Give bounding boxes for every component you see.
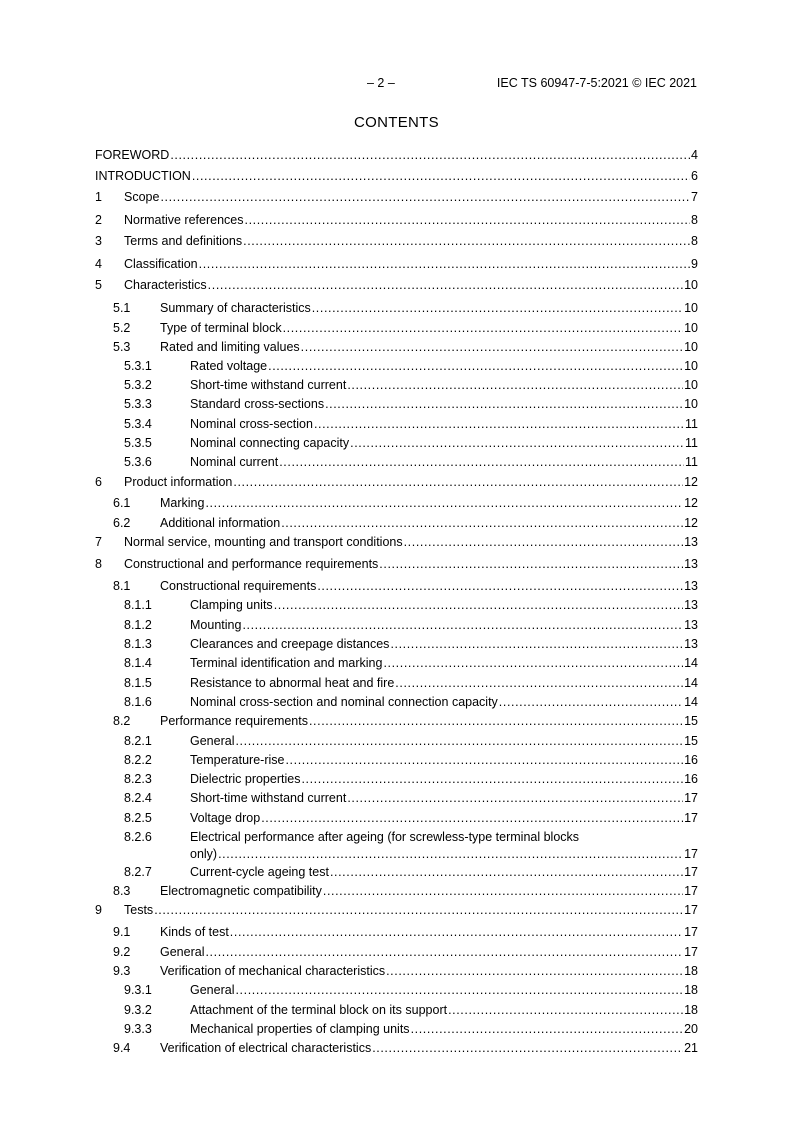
toc-entry-title[interactable]: Marking: [160, 496, 205, 510]
toc-entry-title[interactable]: Summary of characteristics: [160, 301, 311, 315]
toc-leader-dots: [170, 147, 690, 163]
toc-entry-number: 5.1: [113, 301, 131, 315]
toc-entry[interactable]: [95, 810, 698, 826]
toc-entry-title[interactable]: General: [190, 734, 235, 748]
toc-entry-title[interactable]: Scope: [124, 190, 160, 204]
toc-entry-title[interactable]: Resistance to abnormal heat and fire: [190, 676, 395, 690]
document-reference: IEC TS 60947-7-5:2021 © IEC 2021: [496, 76, 697, 90]
toc-leader-dots: [404, 534, 683, 550]
toc-entry-title[interactable]: Short-time withstand current: [190, 791, 347, 805]
toc-entry-title[interactable]: Nominal cross-section: [190, 417, 313, 431]
toc-entry-page: 20: [684, 1022, 698, 1036]
toc-entry-page: 18: [684, 983, 698, 997]
toc-entry-number: 3: [95, 234, 102, 248]
toc-entry[interactable]: [95, 675, 698, 691]
toc-entry[interactable]: [95, 694, 698, 710]
toc-entry[interactable]: [95, 864, 698, 880]
toc-leader-dots: [192, 168, 690, 184]
toc-leader-dots: [309, 713, 683, 729]
toc-entry[interactable]: [95, 883, 698, 899]
toc-leader-dots: [448, 1002, 683, 1018]
toc-entry[interactable]: [95, 924, 698, 940]
toc-leader-dots: [372, 1040, 683, 1056]
toc-entry[interactable]: [95, 396, 698, 412]
toc-entry-page: 17: [684, 925, 698, 939]
toc-entry-title[interactable]: Mechanical properties of clamping units: [190, 1022, 410, 1036]
toc-entry[interactable]: [95, 515, 698, 531]
toc-entry[interactable]: [95, 597, 698, 613]
toc-entry-title[interactable]: Verification of mechanical characteristics: [160, 964, 386, 978]
toc-entry-number: 8.2.4: [124, 791, 152, 805]
toc-entry[interactable]: [95, 1040, 698, 1056]
toc-entry[interactable]: [95, 655, 698, 671]
toc-entry-number: 6: [95, 475, 102, 489]
toc-entry[interactable]: [95, 256, 698, 272]
toc-entry[interactable]: [95, 617, 698, 633]
toc-entry-number: 8: [95, 557, 102, 571]
toc-entry-title[interactable]: Performance requirements: [160, 714, 308, 728]
toc-leader-dots: [347, 377, 683, 393]
toc-leader-dots: [383, 655, 683, 671]
toc-entry[interactable]: [95, 752, 698, 768]
toc-entry-number: 1: [95, 190, 102, 204]
toc-entry-number: 9.4: [113, 1041, 131, 1055]
toc-entry-number: 8.2.1: [124, 734, 152, 748]
toc-leader-dots: [314, 416, 684, 432]
toc-leader-dots: [218, 846, 683, 862]
toc-entry-page: 7: [691, 190, 698, 204]
toc-leader-dots: [281, 515, 683, 531]
toc-entry-title[interactable]: Temperature-rise: [190, 753, 285, 767]
toc-entry-page: 8: [691, 213, 698, 227]
toc-entry-title[interactable]: Clearances and creepage distances: [190, 637, 390, 651]
toc-entry-page: 14: [684, 695, 698, 709]
toc-entry-page: 12: [684, 496, 698, 510]
toc-entry-page: 13: [684, 557, 698, 571]
toc-leader-dots: [301, 339, 683, 355]
toc-entry-number: 8.2.3: [124, 772, 152, 786]
toc-entry-title[interactable]: INTRODUCTION: [95, 169, 191, 183]
toc-entry-title[interactable]: Clamping units: [190, 598, 273, 612]
toc-entry-title[interactable]: Constructional requirements: [160, 579, 317, 593]
toc-entry-number: 5.2: [113, 321, 131, 335]
toc-entry[interactable]: [95, 829, 698, 845]
toc-entry-page: 21: [684, 1041, 698, 1055]
toc-entry-number: 4: [95, 257, 102, 271]
toc-entry-number: 5: [95, 278, 102, 292]
toc-entry[interactable]: [95, 1002, 698, 1018]
toc-entry-page: 17: [684, 903, 698, 917]
toc-leader-dots: [379, 556, 683, 572]
toc-entry[interactable]: [95, 300, 698, 316]
toc-entry-title[interactable]: General: [160, 945, 205, 959]
toc-entry-title[interactable]: Nominal cross-section and nominal connection capacity: [190, 695, 498, 709]
toc-leader-dots: [323, 883, 683, 899]
toc-entry-continuation[interactable]: [190, 846, 698, 862]
toc-entry-page: 6: [691, 169, 698, 183]
toc-entry-page: 13: [684, 598, 698, 612]
toc-leader-dots: [205, 495, 683, 511]
toc-leader-dots: [350, 435, 684, 451]
toc-leader-dots: [233, 474, 683, 490]
toc-entry-number: 8.2.2: [124, 753, 152, 767]
toc-entry[interactable]: [95, 733, 698, 749]
toc-entry-title[interactable]: Type of terminal block: [160, 321, 282, 335]
toc-leader-dots: [268, 358, 683, 374]
toc-entry-number: 8.2: [113, 714, 131, 728]
toc-entry-number: 8.1.4: [124, 656, 152, 670]
toc-entry-title[interactable]: Current-cycle ageing test: [190, 865, 329, 879]
toc-entry-number: 5.3.2: [124, 378, 152, 392]
toc-entry[interactable]: [95, 435, 698, 451]
toc-entry-title[interactable]: Electrical performance after ageing (for screwless-type terminal blocks: [190, 830, 580, 844]
toc-entry-page: 13: [684, 618, 698, 632]
toc-entry-page: 10: [684, 321, 698, 335]
toc-entry-title[interactable]: Normal service, mounting and transport conditions: [124, 535, 403, 549]
toc-leader-dots: [242, 617, 683, 633]
toc-leader-dots: [208, 277, 683, 293]
toc-entry[interactable]: [95, 339, 698, 355]
toc-entry-page: 11: [685, 436, 698, 450]
toc-entry[interactable]: [95, 963, 698, 979]
toc-entry[interactable]: [95, 944, 698, 960]
toc-entry-page: 17: [684, 811, 698, 825]
toc-entry-number: 5.3.3: [124, 397, 152, 411]
toc-entry-title[interactable]: Nominal connecting capacity: [190, 436, 350, 450]
toc-leader-dots: [395, 675, 683, 691]
toc-entry[interactable]: [95, 790, 698, 806]
toc-entry-number: 9: [95, 903, 102, 917]
toc-entry[interactable]: [95, 534, 698, 550]
toc-entry-page: 10: [684, 378, 698, 392]
toc-entry-title[interactable]: Constructional and performance requirements: [124, 557, 379, 571]
toc-entry-page: 8: [691, 234, 698, 248]
toc-leader-dots: [235, 733, 683, 749]
toc-entry-title[interactable]: Terminal identification and marking: [190, 656, 383, 670]
toc-leader-dots: [386, 963, 683, 979]
toc-leader-dots: [411, 1021, 684, 1037]
toc-leader-dots: [499, 694, 683, 710]
toc-entry-number: 5.3.5: [124, 436, 152, 450]
toc-entry-title[interactable]: Additional information: [160, 516, 281, 530]
toc-leader-dots: [347, 790, 683, 806]
toc-entry-number: 8.2.6: [124, 830, 152, 844]
toc-entry-title[interactable]: General: [190, 983, 235, 997]
toc-leader-dots: [261, 810, 683, 826]
toc-entry-page: 18: [684, 1003, 698, 1017]
toc-leader-dots: [235, 982, 683, 998]
toc-entry-title[interactable]: Normative references: [124, 213, 244, 227]
toc-entry-number: 8.1.2: [124, 618, 152, 632]
toc-entry[interactable]: [95, 713, 698, 729]
toc-entry-page: 4: [691, 148, 698, 162]
toc-entry-page: 12: [684, 475, 698, 489]
toc-entry[interactable]: [95, 320, 698, 336]
toc-entry-page: 18: [684, 964, 698, 978]
toc-entry-title[interactable]: Rated and limiting values: [160, 340, 300, 354]
toc-entry[interactable]: [95, 982, 698, 998]
toc-entry[interactable]: [95, 454, 698, 470]
toc-entry-page: 10: [684, 359, 698, 373]
toc-entry-page: 17: [684, 884, 698, 898]
toc-entry-page: 10: [684, 301, 698, 315]
toc-entry-title[interactable]: Short-time withstand current: [190, 378, 347, 392]
toc-entry-number: 6.2: [113, 516, 131, 530]
toc-entry-page: 10: [684, 340, 698, 354]
toc-entry-title[interactable]: FOREWORD: [95, 148, 170, 162]
toc-entry-page: 17: [684, 847, 698, 861]
toc-entry-number: 9.3.2: [124, 1003, 152, 1017]
page-title: CONTENTS: [354, 114, 439, 131]
toc-entry-number: 8.3: [113, 884, 131, 898]
toc-entry-number: 8.2.7: [124, 865, 152, 879]
toc-entry-page: 11: [685, 417, 698, 431]
toc-entry-title[interactable]: Attachment of the terminal block on its support: [190, 1003, 448, 1017]
toc-entry-page: 10: [684, 397, 698, 411]
toc-entry-number: 8.1.1: [124, 598, 152, 612]
toc-entry-title[interactable]: Verification of electrical characteristics: [160, 1041, 372, 1055]
toc-entry-title[interactable]: Classification: [124, 257, 198, 271]
toc-entry-page: 14: [684, 676, 698, 690]
toc-leader-dots: [301, 771, 683, 787]
toc-entry-title[interactable]: Tests: [124, 903, 154, 917]
toc-leader-dots: [279, 454, 684, 470]
toc-entry-number: 6.1: [113, 496, 131, 510]
toc-entry-title[interactable]: Standard cross-sections: [190, 397, 325, 411]
toc-leader-dots: [325, 396, 683, 412]
toc-leader-dots: [245, 212, 691, 228]
toc-entry-page: 17: [684, 791, 698, 805]
toc-leader-dots: [312, 300, 683, 316]
toc-entry-title[interactable]: Dielectric properties: [190, 772, 301, 786]
toc-leader-dots: [243, 233, 690, 249]
toc-entry-number: 9.3.3: [124, 1022, 152, 1036]
toc-leader-dots: [230, 924, 683, 940]
toc-entry-number: 5.3.4: [124, 417, 152, 431]
toc-entry[interactable]: [95, 212, 698, 228]
toc-entry-title[interactable]: Product information: [124, 475, 233, 489]
toc-entry[interactable]: [95, 377, 698, 393]
toc-entry[interactable]: [95, 189, 698, 205]
toc-entry[interactable]: [95, 771, 698, 787]
toc-entry-page: 15: [684, 734, 698, 748]
toc-entry-page: 15: [684, 714, 698, 728]
toc-entry-number: 8.1.5: [124, 676, 152, 690]
toc-entry[interactable]: [95, 495, 698, 511]
toc-entry-number: 7: [95, 535, 102, 549]
toc-entry-page: 17: [684, 945, 698, 959]
toc-leader-dots: [160, 189, 690, 205]
toc-leader-dots: [154, 902, 683, 918]
toc-entry-number: 2: [95, 213, 102, 227]
toc-entry[interactable]: [95, 416, 698, 432]
toc-entry-page: 13: [684, 579, 698, 593]
toc-entry[interactable]: [95, 358, 698, 374]
toc-leader-dots: [274, 597, 683, 613]
toc-entry-page: 16: [684, 753, 698, 767]
toc-entry[interactable]: [95, 902, 698, 918]
toc-entry-page: 9: [691, 257, 698, 271]
toc-entry-number: 5.3.6: [124, 455, 152, 469]
toc-entry-title[interactable]: Kinds of test: [160, 925, 229, 939]
toc-entry-title[interactable]: Terms and definitions: [124, 234, 243, 248]
toc-entry-title[interactable]: Voltage drop: [190, 811, 261, 825]
toc-leader-dots: [205, 944, 683, 960]
toc-entry-number: 9.2: [113, 945, 131, 959]
page-number: – 2 –: [367, 76, 395, 90]
toc-entry[interactable]: [95, 578, 698, 594]
toc-entry-page: 17: [684, 865, 698, 879]
toc-entry[interactable]: [95, 1021, 698, 1037]
toc-entry-page: 10: [684, 278, 698, 292]
toc-entry-number: 8.2.5: [124, 811, 152, 825]
toc-entry[interactable]: [95, 277, 698, 293]
toc-entry-page: 13: [684, 637, 698, 651]
toc-leader-dots: [390, 636, 683, 652]
toc-entry[interactable]: [95, 147, 698, 163]
toc-leader-dots: [285, 752, 683, 768]
toc-entry-page: 16: [684, 772, 698, 786]
toc-entry[interactable]: [95, 233, 698, 249]
toc-entry-page: 12: [684, 516, 698, 530]
toc-entry-number: 5.3.1: [124, 359, 152, 373]
toc-entry-number: 8.1: [113, 579, 131, 593]
toc-leader-dots: [317, 578, 683, 594]
toc-entry-number: 9.1: [113, 925, 131, 939]
toc-entry[interactable]: [95, 474, 698, 490]
toc-entry-title[interactable]: Mounting: [190, 618, 242, 632]
toc-entry-number: 9.3: [113, 964, 131, 978]
toc-leader-dots: [199, 256, 690, 272]
toc-entry-title-continued: only): [190, 847, 218, 861]
toc-entry-number: 5.3: [113, 340, 131, 354]
toc-entry-page: 11: [685, 455, 698, 469]
toc-entry[interactable]: [95, 636, 698, 652]
toc-entry-page: 14: [684, 656, 698, 670]
toc-leader-dots: [330, 864, 683, 880]
toc-entry-title[interactable]: Electromagnetic compatibility: [160, 884, 322, 898]
toc-entry-page: 13: [684, 535, 698, 549]
toc-entry[interactable]: [95, 556, 698, 572]
toc-entry-title[interactable]: Rated voltage: [190, 359, 268, 373]
toc-entry-number: 8.1.6: [124, 695, 152, 709]
toc-leader-dots: [283, 320, 684, 336]
toc-entry-number: 8.1.3: [124, 637, 152, 651]
toc-entry[interactable]: [95, 168, 698, 184]
toc-entry-title[interactable]: Nominal current: [190, 455, 279, 469]
toc-entry-title[interactable]: Characteristics: [124, 278, 207, 292]
toc-entry-number: 9.3.1: [124, 983, 152, 997]
